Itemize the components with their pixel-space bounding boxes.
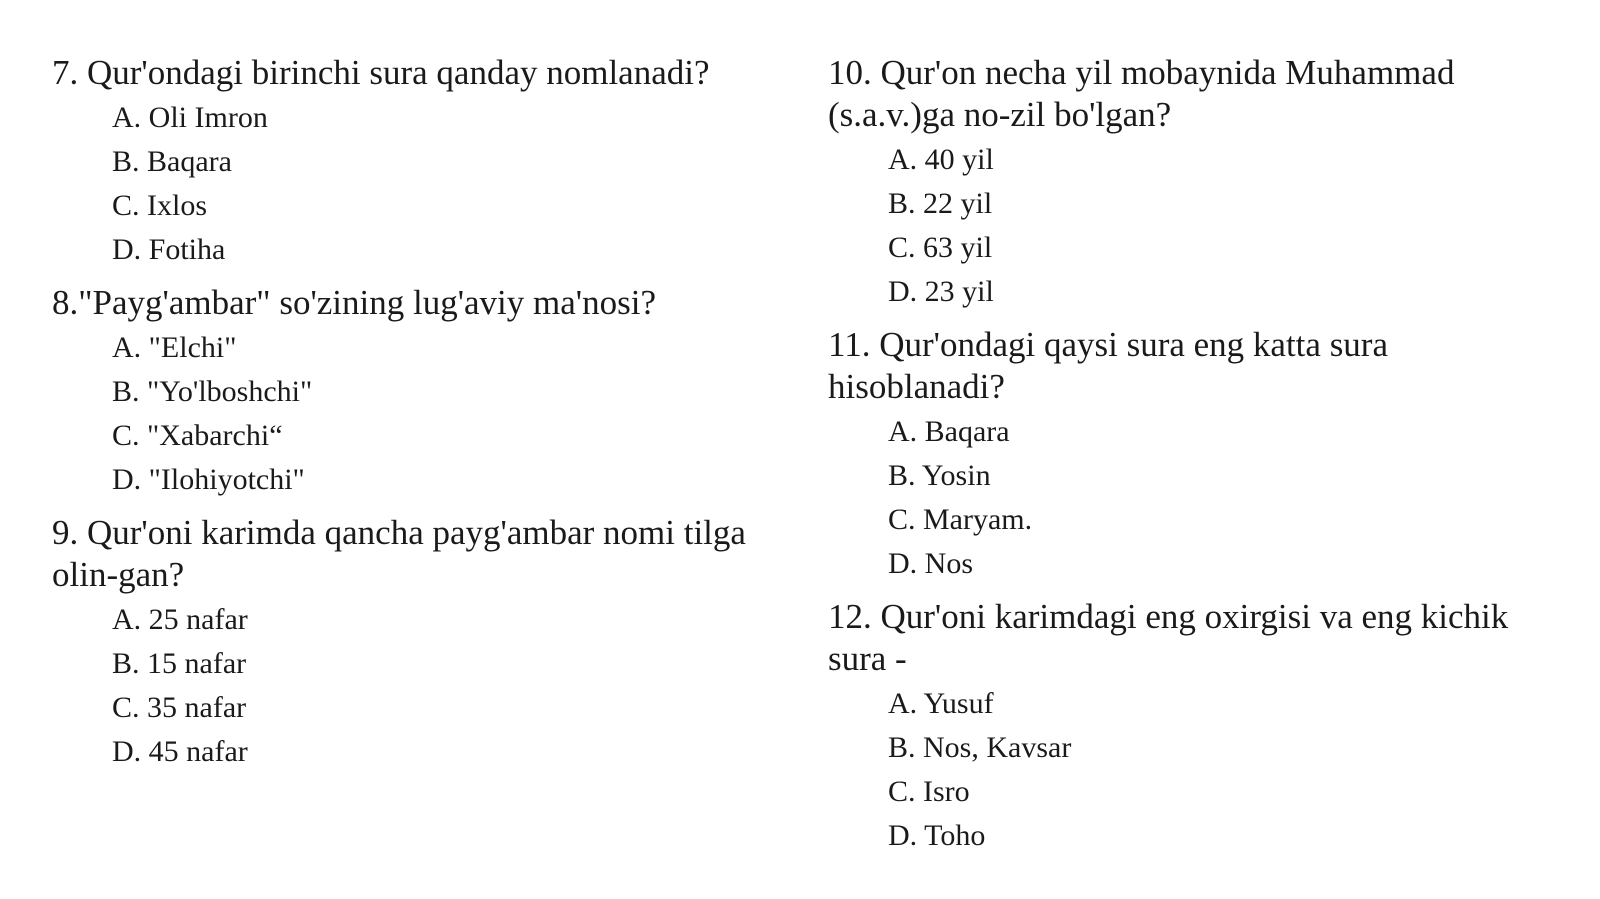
- question-11: [828, 324, 1568, 586]
- option-a: A. Yusuf: [888, 687, 994, 720]
- option-list: [888, 410, 1568, 586]
- option-a: A. 40 yil: [888, 143, 994, 176]
- option-list: [112, 96, 792, 272]
- question-text: 12. Qur'oni karimdagi eng oxirgisi va eng kichik sura -: [828, 597, 1509, 678]
- left-column: [52, 52, 792, 784]
- question-10: [828, 52, 1568, 314]
- option-b: B. 22 yil: [888, 187, 993, 220]
- option-b: B. "Yo'lboshchi": [112, 375, 313, 408]
- option-b: B. 15 nafar: [112, 647, 247, 680]
- option-d: D. "Ilohiyotchi": [112, 463, 305, 496]
- question-9: [52, 512, 792, 774]
- option-c: C. "Xabarchi“: [112, 419, 283, 452]
- option-list: [888, 682, 1568, 858]
- option-d: D. Toho: [888, 819, 986, 852]
- option-b: B. Yosin: [888, 459, 991, 492]
- question-12: [828, 596, 1568, 858]
- option-c: C. Isro: [888, 775, 970, 808]
- option-b: B. Nos, Kavsar: [888, 731, 1072, 764]
- option-c: C. 63 yil: [888, 231, 993, 264]
- right-column: [828, 52, 1568, 868]
- option-c: C. Maryam.: [888, 503, 1033, 536]
- option-a: A. Oli Imron: [112, 101, 268, 134]
- question-8: [52, 282, 792, 502]
- option-d: D. Fotiha: [112, 233, 226, 266]
- option-d: D. Nos: [888, 547, 974, 580]
- option-list: [888, 138, 1568, 314]
- option-a: A. "Elchi": [112, 331, 237, 364]
- question-7: [52, 52, 792, 272]
- option-a: A. Baqara: [888, 415, 1010, 448]
- option-list: [112, 326, 792, 502]
- option-list: [112, 598, 792, 774]
- question-text: 9. Qur'oni karimda qancha payg'ambar nomi tilga olin-gan?: [52, 513, 746, 594]
- question-text: 11. Qur'ondagi qaysi sura eng katta sura hisoblanadi?: [828, 325, 1388, 406]
- question-text: 7. Qur'ondagi birinchi sura qanday nomlanadi?: [52, 53, 710, 92]
- option-d: D. 45 nafar: [112, 735, 248, 768]
- question-text: 8."Payg'ambar" so'zining lug'aviy ma'nosi?: [52, 283, 656, 322]
- question-text: 10. Qur'on necha yil mobaynida Muhammad (s.a.v.)ga no-zil bo'lgan?: [828, 53, 1455, 134]
- option-c: C. Ixlos: [112, 189, 208, 222]
- option-b: B. Baqara: [112, 145, 232, 178]
- option-c: C. 35 nafar: [112, 691, 247, 724]
- option-d: D. 23 yil: [888, 275, 994, 308]
- option-a: A. 25 nafar: [112, 603, 248, 636]
